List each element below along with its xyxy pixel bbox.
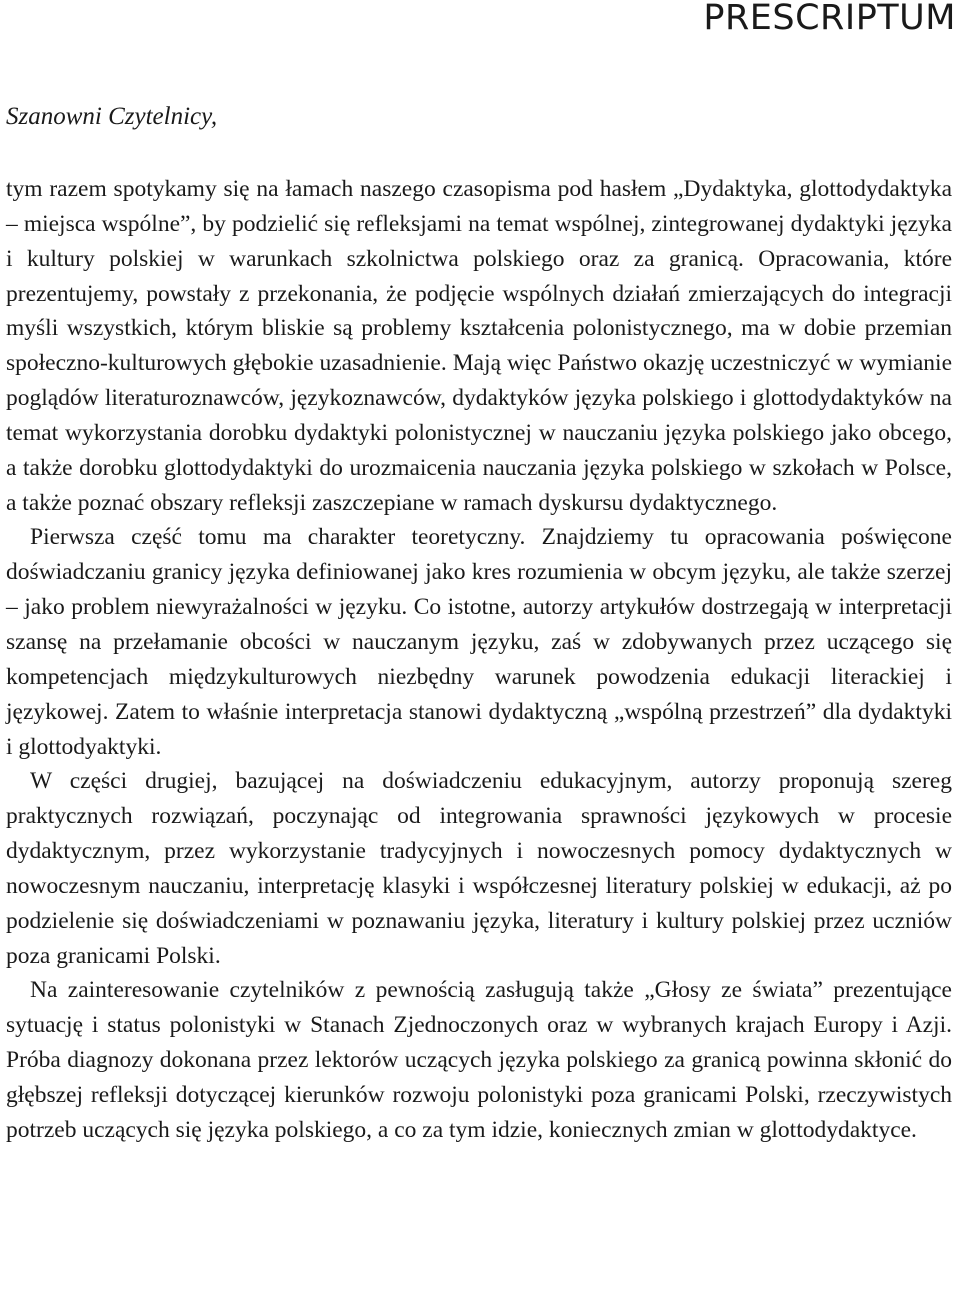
paragraph-voices-from-world: Na zainteresowanie czytelników z pewnością zasługują także „Głosy ze świata” prezentujące sytuację i status polonistyki w Stanach Zjednoczonych oraz w wybranych krajach Europy i Azji. Próba diagnozy dokonana przez lektorów uczących języka polskiego za granicą powinna skłonić do głębszej refleksji dotyczącej kierunków rozwoju polonistyki poza granicami Polski, rzeczywistych potrzeb uczących się języka polskiego, a co za tym idzie, koniecznych zmian w glottodydaktyce. <box>6 977 952 1143</box>
paragraph-part-one: Pierwsza część tomu ma charakter teoretyczny. Znajdziemy tu opracowania poświęcone doświadczaniu granicy języka definiowanej jako kres rozumienia w obcym języku, ale także szerzej – jako problem niewyrażalności w języku. Co istotne, autorzy artykułów dostrzegają w interpretacji szansę na przełamanie obcości w nauczanym języku, zaś w zdobywanych przez uczącego się kompetencjach międzykulturowych niezbędny warunek powodzenia edukacji literackiej i językowej. Zatem to właśnie interpretacja stanowi dydaktyczną „wspólną przestrzeń” dla dydaktyki i glottodyaktyki. <box>6 524 952 760</box>
page-title: PRESCRIPTUM <box>703 0 956 38</box>
paragraph-intro: tym razem spotykamy się na łamach naszego czasopisma pod hasłem „Dydaktyka, glottodydaktyka – miejsca wspólne”, by podzielić się refleksjami na temat wspólnej, zintegrowanej dydaktyki języka i kultury polskiej w warunkach szkolnictwa polskiego oraz za granicą. Opracowania, które prezentujemy, powstały z przekonania, że podjęcie wspólnych działań zmierzających do integracji myśli wszystkich, którym bliskie są problemy kształcenia polonistycznego, ma w dobie przemian społeczno-​kulturowych głębokie uzasadnienie. Mają więc Państwo okazję uczestniczyć w wymianie poglądów literaturoznawców, językoznawców, dydaktyków języka polskiego i glottodydaktyków na temat wykorzystania dorobku dydaktyki polonistycznej w nauczaniu języka polskiego jako obcego, a także dorobku glottodydaktyki do urozmaicenia nauczania języka polskiego w szkołach w Polsce, a także poznać obszary refleksji zaszczepiane w ramach dyskursu dydaktycznego. <box>6 176 952 516</box>
salutation: Szanowni Czytelnicy, <box>6 103 218 130</box>
letter-body <box>6 172 952 1148</box>
paragraph-part-two: W części drugiej, bazującej na doświadczeniu edukacyjnym, autorzy proponują szereg praktycznych rozwiązań, poczynając od integrowania sprawności językowych w procesie dydaktycznym, przez wykorzystanie tradycyjnych i nowoczesnych pomocy dydaktycznych w nowoczesnym nauczaniu, interpretację klasyki i współczesnej literatury polskiej w edukacji, aż po podzielenie się doświadczeniami w poznawaniu języka, literatury i kultury polskiej przez uczniów poza granicami Polski. <box>6 768 952 969</box>
